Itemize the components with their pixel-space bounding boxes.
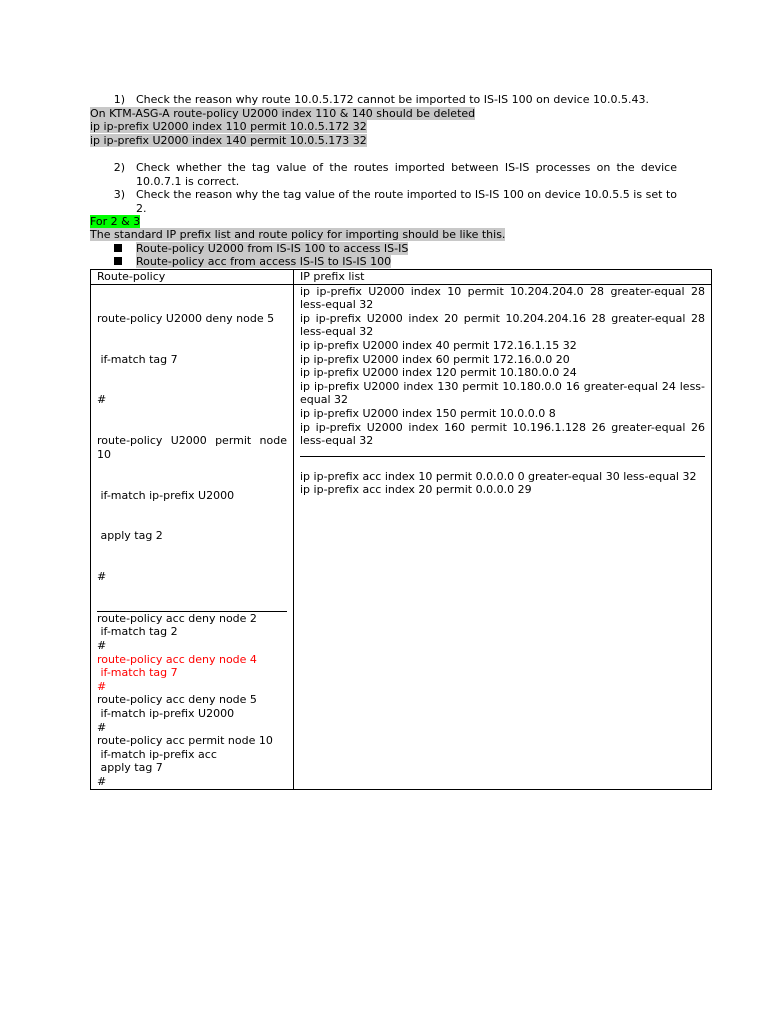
- item-1-text: Check the reason why route 10.0.5.172 cannot be imported to IS-IS 100 on device 10.0.5.43.: [136, 93, 649, 106]
- item-3-text: Check the reason why the tag value of the route imported to IS-IS 100 on device 10.0.5.5 is set to 2.: [136, 188, 677, 215]
- standard-note: The standard IP prefix list and route policy for importing should be like this.: [90, 228, 506, 241]
- policy-line: if-match ip-prefix U2000: [97, 707, 235, 720]
- policy-line: route-policy U2000 deny node 5: [97, 311, 275, 325]
- for-label: For 2 & 3: [90, 215, 141, 228]
- prefix-line: ip ip-prefix U2000 index 10 permit 10.204.204.0 28 greater-equal 28 less-equal 32: [300, 284, 705, 312]
- policy-line: if-match tag 2: [97, 625, 178, 639]
- item-2-number: 2): [113, 161, 125, 174]
- header-route-policy: Route-policy: [91, 270, 294, 285]
- section-divider: [300, 456, 705, 457]
- prefix-line: ip ip-prefix U2000 index 120 permit 10.180.0.0 24: [300, 366, 577, 380]
- bullet-item-2: Route-policy acc from access IS-IS to IS-IS 100: [136, 255, 392, 268]
- item-2-text: Check whether the tag value of the routes imported between IS-IS processes on the device 10.0.7.1 is correct.: [136, 161, 677, 188]
- policy-table: [90, 269, 712, 790]
- route-policy-acc-block: [97, 612, 287, 789]
- bullet-item-1: Route-policy U2000 from IS-IS 100 to access IS-IS: [136, 242, 409, 255]
- policy-line: route-policy acc permit node 10: [97, 734, 273, 748]
- header-ip-prefix-list: IP prefix list: [294, 270, 712, 285]
- bullet-square-icon: [114, 257, 122, 265]
- policy-line: #: [97, 679, 107, 693]
- policy-line: apply tag 2: [97, 529, 163, 543]
- prefix-acc-block: [300, 470, 705, 497]
- policy-line: #: [97, 720, 107, 734]
- prefix-line: ip ip-prefix U2000 index 150 permit 10.0.0.0 8: [300, 406, 556, 420]
- ip-prefix-cell: [294, 284, 712, 789]
- policy-line: #: [97, 393, 107, 407]
- policy-line: if-match ip-prefix U2000: [97, 488, 235, 502]
- table-row-u2000: [91, 284, 712, 789]
- prefix-line: ip ip-prefix U2000 index 130 permit 10.180.0.0 16 greater-equal 24 less-equal 32: [300, 379, 705, 407]
- policy-line: route-policy U2000 permit node 10: [97, 434, 291, 461]
- highlight-line-3: ip ip-prefix U2000 index 140 permit 10.0.5.173 32: [90, 134, 367, 147]
- prefix-line: ip ip-prefix U2000 index 160 permit 10.196.1.128 26 greater-equal 26 less-equal 32: [300, 420, 705, 448]
- prefix-line: ip ip-prefix U2000 index 60 permit 172.16.0.0 20: [300, 352, 570, 366]
- policy-line: route-policy acc deny node 5: [97, 693, 257, 707]
- policy-line: #: [97, 639, 107, 653]
- policy-line: #: [97, 774, 107, 788]
- highlight-line-1: On KTM-ASG-A route-policy U2000 index 110 & 140 should be deleted: [90, 107, 476, 120]
- policy-line: if-match tag 7: [97, 666, 178, 680]
- policy-line: if-match tag 7: [97, 352, 178, 366]
- route-policy-u2000-cell: [91, 284, 294, 789]
- prefix-line: ip ip-prefix acc index 20 permit 0.0.0.0 29: [300, 483, 532, 497]
- item-3-number: 3): [113, 188, 125, 201]
- policy-line: apply tag 7: [97, 761, 163, 775]
- item-1-number: 1): [113, 93, 125, 106]
- policy-line: route-policy acc deny node 4: [97, 652, 257, 666]
- policy-line: route-policy acc deny node 2: [97, 611, 257, 625]
- prefix-u2000-block: [300, 285, 705, 448]
- highlight-line-2: ip ip-prefix U2000 index 110 permit 10.0.5.172 32: [90, 120, 367, 133]
- policy-line: #: [97, 570, 107, 584]
- prefix-line: ip ip-prefix U2000 index 20 permit 10.204.204.16 28 greater-equal 28 less-equal 32: [300, 311, 705, 339]
- prefix-line: ip ip-prefix acc index 10 permit 0.0.0.0 0 greater-equal 30 less-equal 32: [300, 469, 697, 483]
- policy-line: if-match ip-prefix acc: [97, 747, 217, 761]
- bullet-square-icon: [114, 244, 122, 252]
- table-header-row: [91, 270, 712, 285]
- prefix-line: ip ip-prefix U2000 index 40 permit 172.16.1.15 32: [300, 338, 577, 352]
